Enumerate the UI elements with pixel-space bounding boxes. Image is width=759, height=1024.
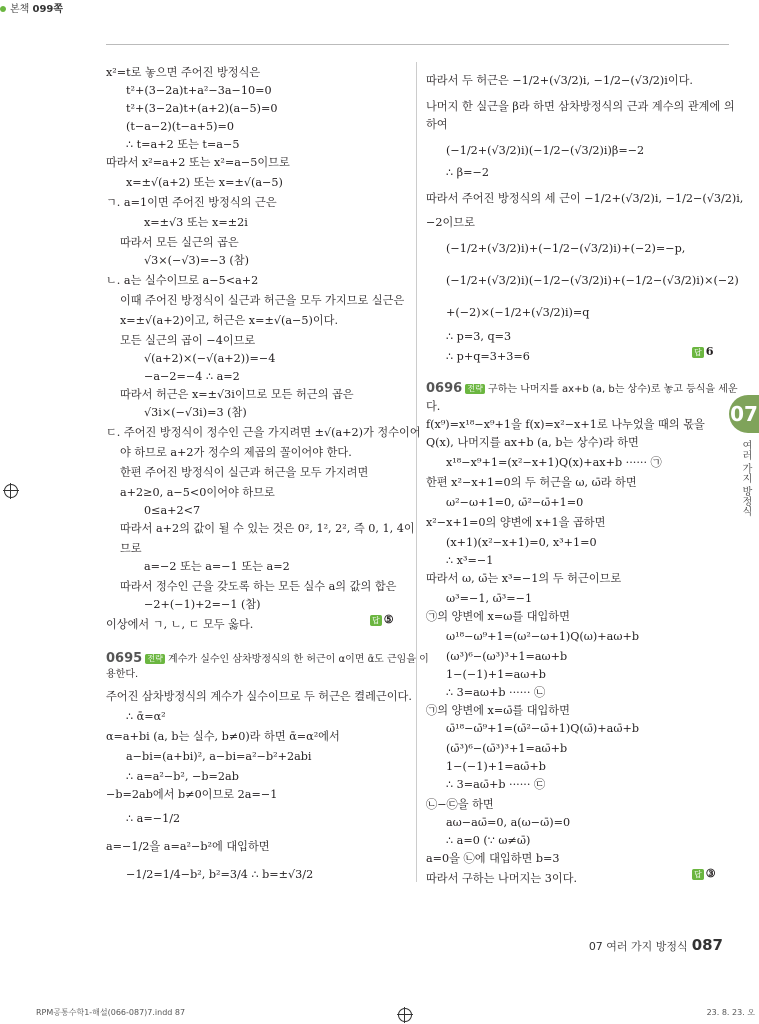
right-column-line: aω−aω̄=0, a(ω−ω̄)=0 (446, 816, 571, 829)
left-column-line: 주어진 삼차방정식의 계수가 실수이므로 두 허근은 켤레근이다. (106, 690, 412, 703)
right-column-line: (−1/2+(√3/2)i)(−1/2−(√3/2)i)β=−2 (446, 144, 645, 157)
right-column-line: 따라서 구하는 나머지는 3이다. (426, 872, 578, 885)
answer-0694: 답 ⑤ (372, 612, 394, 626)
left-column-line: −a−2=−4 ∴ a=2 (144, 370, 240, 383)
column-divider (416, 62, 417, 882)
right-column-line: ∴ x³=−1 (446, 554, 494, 567)
right-column-line: 따라서 두 허근은 −1/2+(√3/2)i, −1/2−(√3/2)i이다. (426, 74, 693, 87)
left-column-line: 야 하므로 a+2가 정수의 제곱의 꼴이어야 한다. (120, 446, 352, 459)
left-column-line: 따라서 a+2의 값이 될 수 있는 것은 0², 1², 2², 즉 0, 1, 4이 (120, 522, 415, 535)
left-column-line: 따라서 모든 실근의 곱은 (120, 236, 239, 249)
right-column-line: (ω̄³)⁶−(ω̄³)³+1=aω̄+b (446, 742, 568, 755)
chapter-tab-label: 여러 가지 방정식 (740, 440, 751, 517)
book-page-reference: 본책 099쪽 (0, 0, 759, 15)
registration-mark-icon (398, 1008, 412, 1022)
right-column-line: ㉡−㉢을 하면 (426, 798, 494, 811)
left-column-line: α=a+bi (a, b는 실수, b≠0)라 하면 ᾱ=α²에서 (106, 730, 340, 743)
left-column-line: x=±√(a+2)이고, 허근은 x=±√(a−5)이다. (120, 314, 339, 327)
right-column-line: 다. (426, 400, 441, 413)
left-column-line: t²+(3−2a)t+a²−3a−10=0 (126, 84, 272, 97)
right-column-line: ∴ β=−2 (446, 166, 490, 179)
right-column-line: a=0을 ㉡에 대입하면 b=3 (426, 852, 560, 865)
right-column-line: ㉠의 양변에 x=ω를 대입하면 (426, 610, 570, 623)
problem-0695-header: 0695 전략 계수가 실수인 삼차방정식의 한 허근이 α이면 ᾱ도 근임을 이 (106, 651, 429, 666)
left-column-line: √3i×(−√3i)=3 (참) (144, 406, 247, 419)
left-column-line: 0≤a+2<7 (144, 504, 201, 517)
right-column-line: ω̄¹⁸−ω̄⁹+1=(ω̄²−ω̄+1)Q(ω̄)+aω̄+b (446, 722, 639, 735)
right-column-line: +(−2)×(−1/2+(√3/2)i)=q (446, 306, 590, 319)
left-column-line: ㄷ. 주어진 방정식이 정수인 근을 가지려면 ±√(a+2)가 정수이어 (106, 426, 421, 439)
left-column-line: 이때 주어진 방정식이 실근과 허근을 모두 가지므로 실근은 (120, 294, 405, 307)
right-column-line: ∴ p+q=3+3=6 (446, 350, 530, 363)
right-column-line: (x+1)(x²−x+1)=0, x³+1=0 (446, 536, 597, 549)
green-dot-icon (0, 6, 6, 12)
right-column-line: 나머지 한 실근을 β라 하면 삼차방정식의 근과 계수의 관계에 의 (426, 100, 735, 113)
right-column-line: 1−(−1)+1=aω̄+b (446, 760, 546, 773)
left-column-line: a=−1/2을 a=a²−b²에 대입하면 (106, 840, 270, 853)
left-column-line: ㄴ. a는 실수이므로 a−5<a+2 (106, 274, 259, 287)
left-column-line: 모든 실근의 곱이 −4이므로 (120, 334, 256, 347)
right-column-line: x²−x+1=0의 양변에 x+1을 곱하면 (426, 516, 606, 529)
print-slug-file: RPM공통수학1-해설(066-087)7.indd 87 (36, 1008, 186, 1017)
left-column-line: x=±√3 또는 x=±2i (144, 216, 248, 229)
left-column-line: 따라서 허근은 x=±√3i이므로 모든 허근의 곱은 (120, 388, 354, 401)
left-column-line: (t−a−2)(t−a+5)=0 (126, 120, 235, 133)
left-column-line: ㄱ. a=1이면 주어진 방정식의 근은 (106, 196, 277, 209)
problem-0696-header: 0696 전략 구하는 나머지를 ax+b (a, b는 상수)로 놓고 등식을 세운 (426, 381, 738, 396)
left-column-line: 므로 (120, 542, 142, 555)
left-column-line: 따라서 정수인 근을 갖도록 하는 모든 실수 a의 값의 합은 (120, 580, 397, 593)
left-column-line: t²+(3−2a)t+(a+2)(a−5)=0 (126, 102, 278, 115)
left-column-line: a+2≥0, a−5<0이어야 하므로 (120, 486, 275, 499)
left-column-line: −b=2ab에서 b≠0이므로 2a=−1 (106, 788, 278, 801)
answer-0695: 답 6 (694, 344, 714, 358)
right-column-line: ∴ 3=aω̄+b ······ ㉢ (446, 778, 546, 791)
right-column-line: 하여 (426, 118, 448, 131)
right-column-line: −2이므로 (426, 216, 475, 229)
print-slug-date: 23. 8. 23. 오 (706, 1008, 755, 1017)
problem-0695-header-cont: 용한다. (106, 669, 139, 680)
right-column-line: ∴ 3=aω+b ······ ㉡ (446, 686, 546, 699)
answer-0696: 답 ③ (694, 866, 716, 880)
right-column-line: ω²−ω+1=0, ω̄²−ω̄+1=0 (446, 496, 584, 509)
header-rule (106, 44, 729, 45)
right-column-line: 따라서 ω, ω̄는 x³=−1의 두 허근이므로 (426, 572, 622, 585)
page-footer: 07 여러 가지 방정식 087 (588, 936, 723, 954)
right-column-line: 한편 x²−x+1=0의 두 허근을 ω, ω̄라 하면 (426, 476, 637, 489)
left-column-line: a=−2 또는 a=−1 또는 a=2 (144, 560, 290, 573)
left-column-line: −2+(−1)+2=−1 (참) (144, 598, 261, 611)
left-column-line: √(a+2)×(−√(a+2))=−4 (144, 352, 276, 365)
right-column-line: (ω³)⁶−(ω³)³+1=aω+b (446, 650, 568, 663)
left-column-line: 한편 주어진 방정식이 실근과 허근을 모두 가지려면 (120, 466, 369, 479)
left-column-line: −1/2=1/4−b², b²=3/4 ∴ b=±√3/2 (126, 868, 314, 881)
left-column-line: ∴ a=a²−b², −b=2ab (126, 770, 239, 783)
right-column-line: ㉠의 양변에 x=ω̄를 대입하면 (426, 704, 570, 717)
right-column-line: Q(x), 나머지를 ax+b (a, b는 상수)라 하면 (426, 436, 639, 449)
left-column-line: a−bi=(a+bi)², a−bi=a²−b²+2abi (126, 750, 312, 763)
right-column-line: ω³=−1, ω̄³=−1 (446, 592, 533, 605)
left-column-line: ∴ t=a+2 또는 t=a−5 (126, 138, 240, 151)
right-column-line: ∴ a=0 (∵ ω≠ω̄) (446, 834, 531, 847)
right-column-line: (−1/2+(√3/2)i)(−1/2−(√3/2)i)+(−1/2−(√3/2)i)×(−2) (446, 274, 739, 287)
right-column-line: x¹⁸−x⁹+1=(x²−x+1)Q(x)+ax+b ······ ㉠ (446, 456, 662, 469)
chapter-tab: 07 (729, 395, 759, 433)
left-column-line: x=±√(a+2) 또는 x=±√(a−5) (126, 176, 283, 189)
left-column-line: ∴ a=−1/2 (126, 812, 181, 825)
left-column-line: √3×(−√3)=−3 (참) (144, 254, 249, 267)
right-column-line: 1−(−1)+1=aω+b (446, 668, 546, 681)
left-column-line: 따라서 x²=a+2 또는 x²=a−5이므로 (106, 156, 290, 169)
left-column-line: x²=t로 놓으면 주어진 방정식은 (106, 66, 261, 79)
right-column-line: 따라서 주어진 방정식의 세 근이 −1/2+(√3/2)i, −1/2−(√3/2)i, (426, 192, 744, 205)
right-column-line: ω¹⁸−ω⁹+1=(ω²−ω+1)Q(ω)+aω+b (446, 630, 639, 643)
registration-mark-icon (4, 484, 18, 498)
left-column-line: 이상에서 ㄱ, ㄴ, ㄷ 모두 옳다. (106, 618, 254, 631)
right-column-line: ∴ p=3, q=3 (446, 330, 512, 343)
right-column-line: (−1/2+(√3/2)i)+(−1/2−(√3/2)i)+(−2)=−p, (446, 242, 686, 255)
left-column-line: ∴ ᾱ=α² (126, 710, 166, 723)
right-column-line: f(x⁹)=x¹⁸−x⁹+1을 f(x)=x²−x+1로 나누었을 때의 몫을 (426, 418, 705, 431)
